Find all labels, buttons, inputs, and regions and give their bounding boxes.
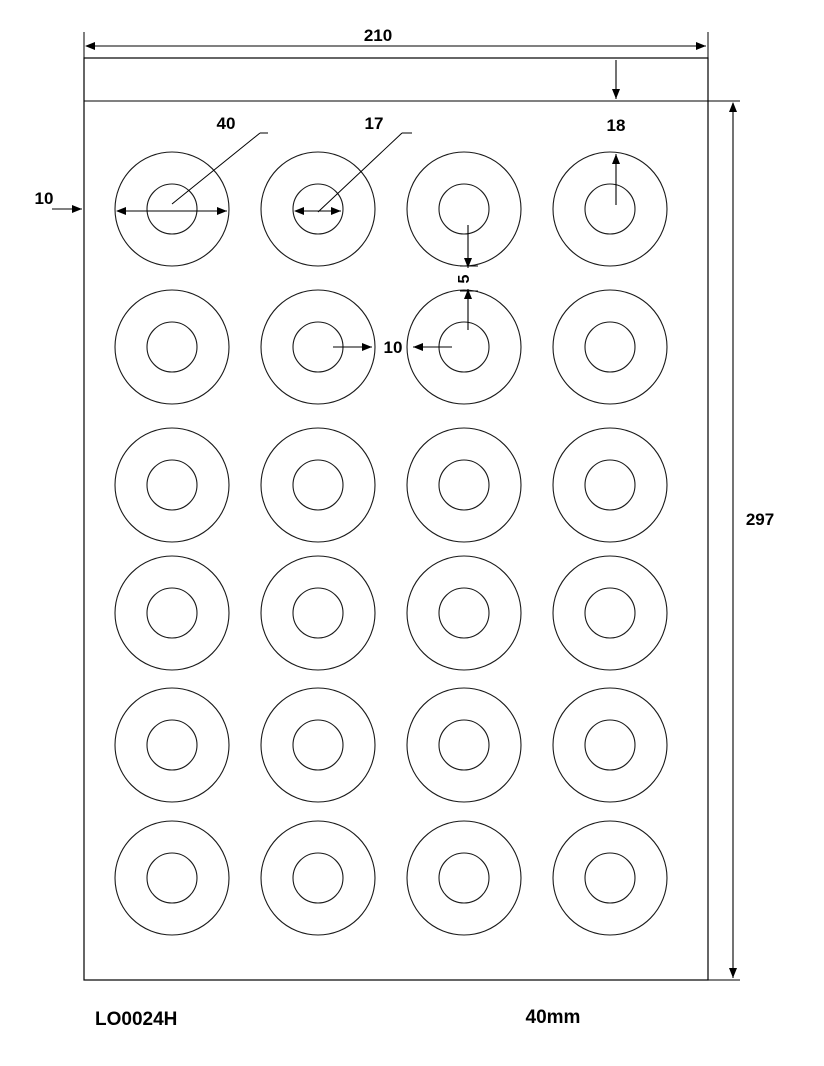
dimension-label-sheet-width: 210 <box>363 26 393 45</box>
dimension-label-horizontal-gap: 10 <box>383 338 403 357</box>
dimension-label-outer-diameter: 40 <box>216 114 236 133</box>
sheet-outline <box>84 58 708 980</box>
dimension-sheet-height <box>708 101 740 980</box>
dimension-label-vertical-gap: 5 <box>456 274 473 284</box>
dimension-label-inner-diameter: 17 <box>364 114 384 133</box>
label-size-caption: 40mm <box>525 1007 581 1028</box>
dimension-label-left-margin: 10 <box>34 189 54 208</box>
product-code-caption: LO0024H <box>95 1009 178 1030</box>
dimension-label-sheet-height: 297 <box>745 510 775 529</box>
dimension-label-top-margin: 18 <box>606 116 626 135</box>
